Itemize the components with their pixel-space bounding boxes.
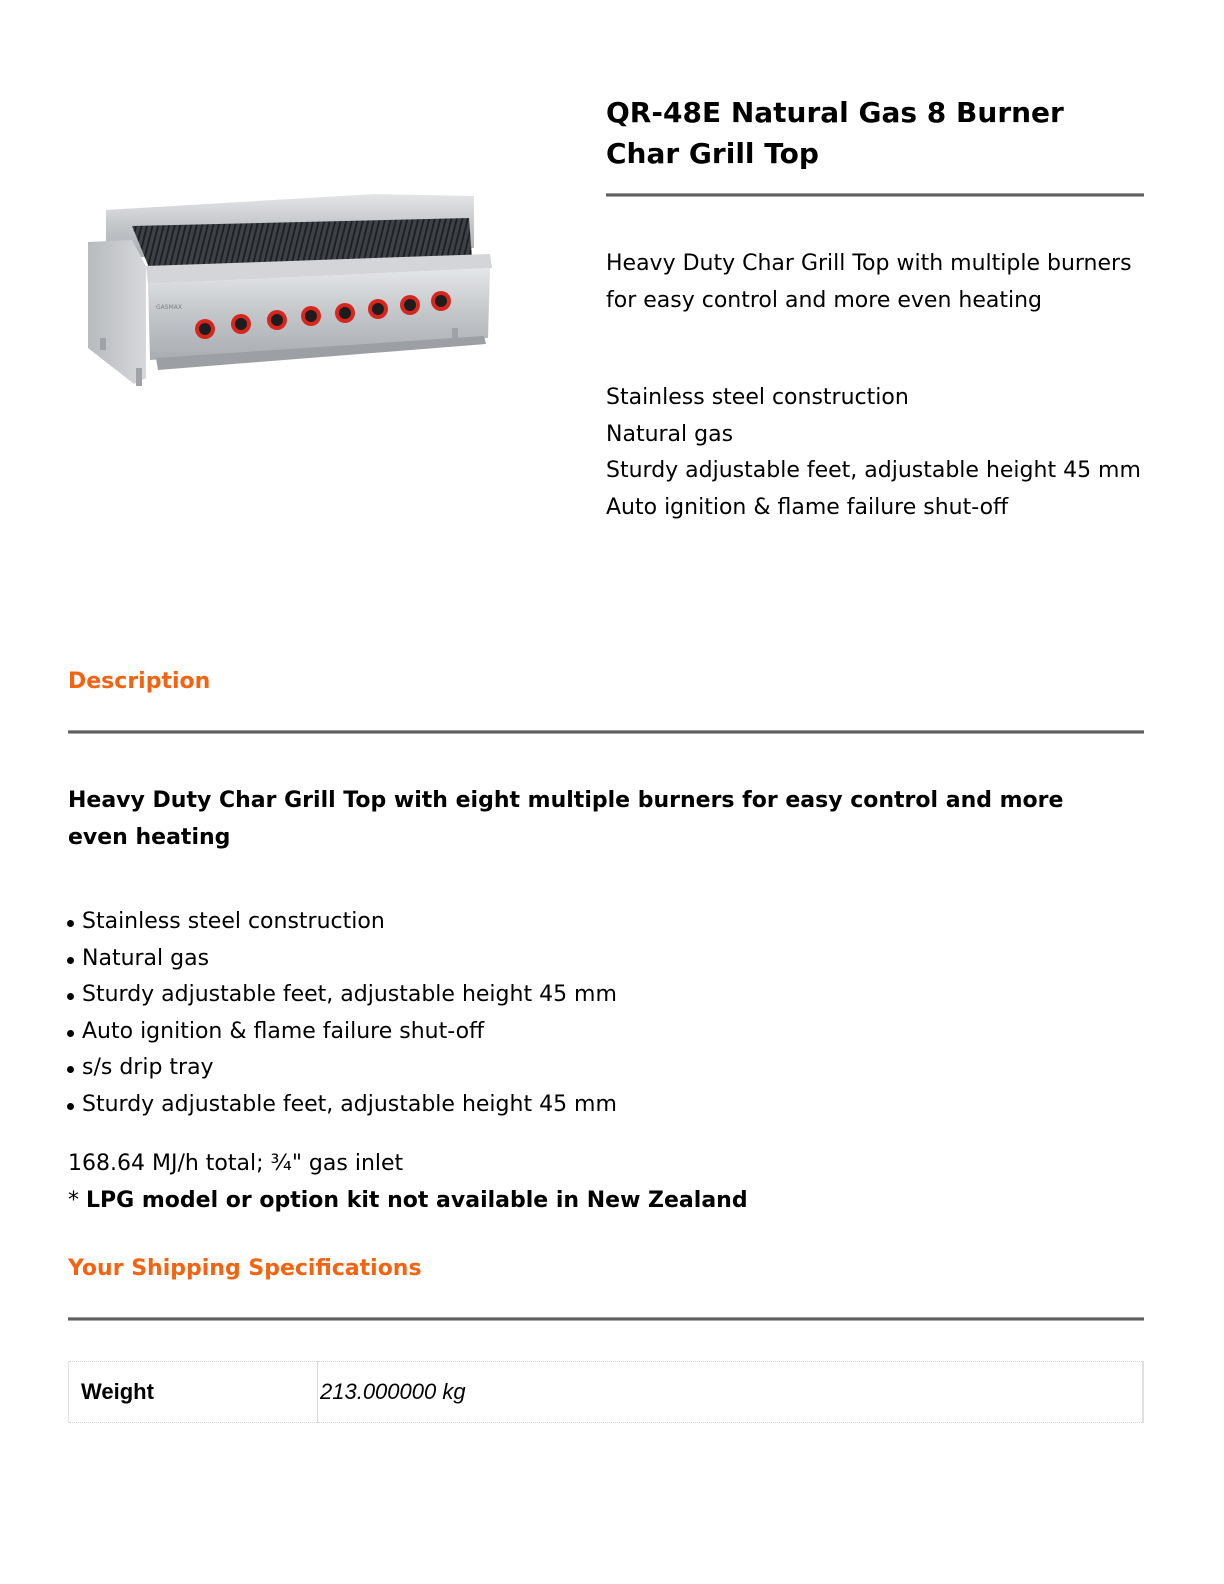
description-lead: Heavy Duty Char Grill Top with eight multiple burners for easy control and more even heating [68, 788, 1064, 850]
table-row [69, 1362, 1144, 1423]
spec-value: 213.000000 kg [318, 1362, 1144, 1423]
description-bullet: Stainless steel construction [82, 904, 1142, 941]
product-features [606, 380, 1146, 526]
description-divider [68, 730, 1144, 734]
note-text: LPG model or option kit not available in New Zealand [86, 1188, 748, 1213]
shipping-heading: Your Shipping Specifications [68, 1256, 422, 1281]
spec-label: Weight [69, 1362, 318, 1423]
shipping-spec-table [68, 1361, 1144, 1423]
feature-item: Natural gas [606, 421, 734, 447]
product-summary: Heavy Duty Char Grill Top with multiple burners for easy control and more even heating [606, 251, 1132, 313]
feature-item: Sturdy adjustable feet, adjustable height 45 mm [606, 458, 1141, 484]
power-spec: 168.64 MJ/h total; ¾" gas inlet [68, 1151, 404, 1176]
product-title: QR-48E Natural Gas 8 Burner Char Grill Top [606, 96, 1064, 170]
brand-label: GASMAX [156, 304, 182, 311]
title-divider [606, 193, 1144, 197]
feature-item: Stainless steel construction [606, 385, 909, 410]
description-bullet-list [82, 904, 1142, 1124]
feature-item: Auto ignition & flame failure shut-off [606, 494, 1009, 520]
description-bullet: Sturdy adjustable feet, adjustable height 45 mm [82, 977, 1142, 1014]
product-image [84, 188, 496, 393]
char-grill-illustration [84, 188, 496, 393]
description-bullet: Natural gas [82, 941, 1142, 978]
description-bullet: Sturdy adjustable feet, adjustable height 45 mm [82, 1087, 1142, 1124]
note-asterisk: * [68, 1188, 86, 1213]
description-bullet: Auto ignition & flame failure shut-off [82, 1014, 1142, 1051]
description-heading: Description [68, 669, 211, 694]
availability-note [68, 1183, 748, 1220]
shipping-divider [68, 1317, 1144, 1321]
description-bullet: s/s drip tray [82, 1050, 1142, 1087]
